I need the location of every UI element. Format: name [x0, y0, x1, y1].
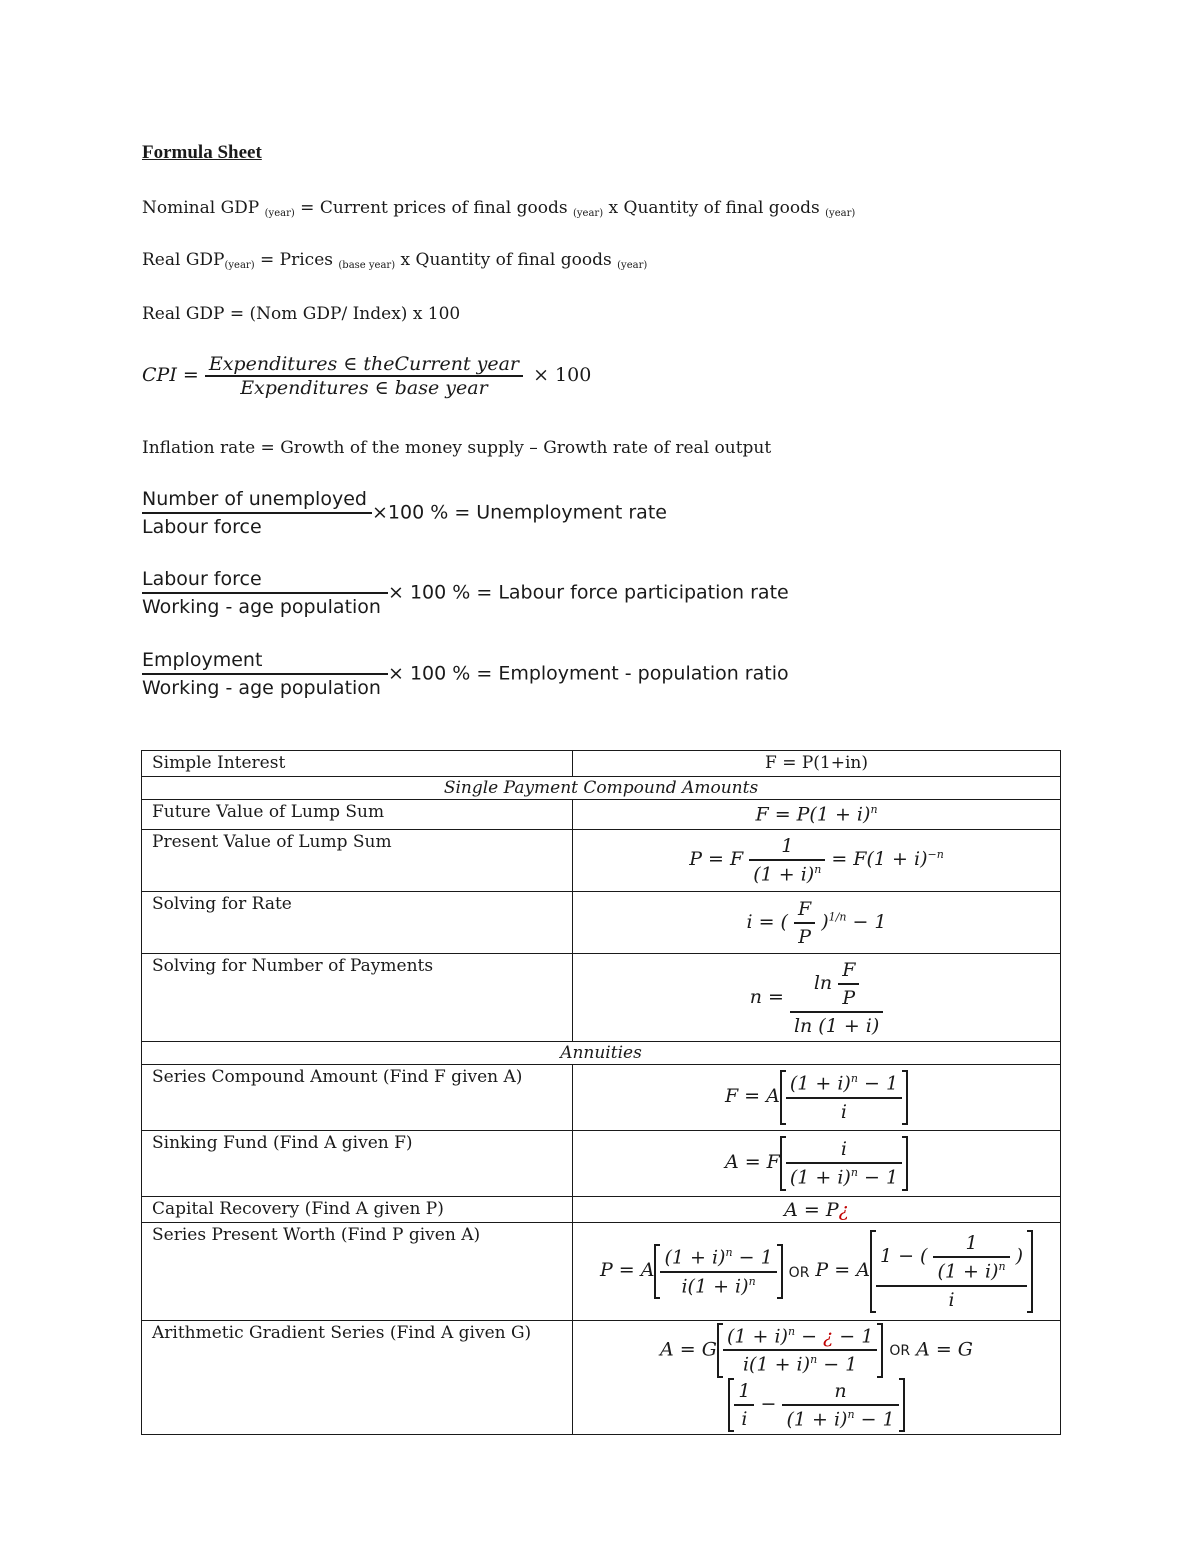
lfpr-formula: $\frac{\text{Labour force}}{\text{Working - age population}}$ × 100 % = Labour force participation rate	[142, 568, 789, 618]
cpi-formula: CPI = $\frac{\text{Expenditures ∈ theCurrent year}}{\text{Expenditures ∈ base year}}$ × 100	[142, 353, 592, 399]
cpi-numerator: Expenditures ∈ theCurrent year	[205, 353, 523, 377]
sca-formula: F = A $\frac{(1 + i)^n - 1}{i}$	[573, 1065, 1061, 1131]
table-row: Arithmetic Gradient Series (Find A given G) A = G $\frac{(1 + i)^n - ¿ - 1}{i(1 + i)^n - 1}$ OR A = G $\frac{1}{i}$ − $\frac{n}{(1 + i)^n - 1}$	[142, 1321, 1061, 1435]
section-header: Annuities	[142, 1042, 1061, 1065]
section-header: Single Payment Compound Amounts	[142, 777, 1061, 800]
table-row: Capital Recovery (Find A given P) A = P¿	[142, 1197, 1061, 1223]
fv-formula: $F = P(1 + i)^n$	[573, 800, 1061, 830]
table-row: Future Value of Lump Sum $F = P(1 + i)^n$	[142, 800, 1061, 830]
sf-formula: A = F $\frac{i}{(1 + i)^n - 1}$	[573, 1131, 1061, 1197]
table-row	[142, 751, 1061, 777]
real-gdp-line: Real GDP(year) = Prices (base year) x Quantity of final goods (year)	[142, 250, 648, 271]
table-row: Solving for Number of Payments n = ln $\frac{F}{P}$ ln (1 + i)	[142, 954, 1061, 1042]
row-formula: F = P(1+in)	[573, 751, 1061, 777]
cpi-denominator: Expenditures ∈ base year	[240, 377, 488, 399]
table-row: Solving for Rate i = ( $\frac{F}{P}$ )$^{1/n}$ − 1	[142, 892, 1061, 954]
row-label: Simple Interest	[142, 751, 573, 777]
interest-formula-table	[141, 750, 1061, 1435]
table-row: Series Compound Amount (Find F given A) F = A $\frac{(1 + i)^n - 1}{i}$	[142, 1065, 1061, 1131]
pv-formula: P = F $\frac{1}{(1 + i)^n}$ = $F(1 + i)^{-n}$	[573, 830, 1061, 892]
nominal-gdp-line: Nominal GDP (year) = Current prices of final goods (year) x Quantity of final goods (year)	[142, 198, 856, 219]
table-row: Present Value of Lump Sum P = F $\frac{1}{(1 + i)^n}$ = $F(1 + i)^{-n}$	[142, 830, 1061, 892]
epr-formula: $\frac{\text{Employment}}{\text{Working - age population}}$ × 100 % = Employment - population ratio	[142, 649, 789, 699]
nper-formula: n = ln $\frac{F}{P}$ ln (1 + i)	[573, 954, 1061, 1042]
inflation-line: Inflation rate = Growth of the money supply – Growth rate of real output	[142, 438, 772, 458]
table-row: Sinking Fund (Find A given F) A = F $\frac{i}{(1 + i)^n - 1}$	[142, 1131, 1061, 1197]
table-row: Series Present Worth (Find P given A) P = A $\frac{(1 + i)^n - 1}{i(1 + i)^n}$ OR P = A 1 − ( $\frac{1}{(1 + i)^n}$ ) i	[142, 1223, 1061, 1321]
spw-formula: P = A $\frac{(1 + i)^n - 1}{i(1 + i)^n}$ OR P = A 1 − ( $\frac{1}{(1 + i)^n}$ ) i	[573, 1223, 1061, 1321]
cr-formula: A = P¿	[573, 1197, 1061, 1223]
page-title: Formula Sheet	[142, 142, 262, 163]
ag-formula: A = G $\frac{(1 + i)^n - ¿ - 1}{i(1 + i)^n - 1}$ OR A = G $\frac{1}{i}$ − $\frac{n}{(1 + i)^n - 1}$	[573, 1321, 1061, 1435]
rate-formula: i = ( $\frac{F}{P}$ )$^{1/n}$ − 1	[573, 892, 1061, 954]
unemployment-formula: $\frac{\text{Number of unemployed}}{\text{Labour force}}$ ×100 % = Unemployment rate	[142, 488, 667, 538]
real-gdp-index-line: Real GDP = (Nom GDP/ Index) x 100	[142, 304, 461, 324]
